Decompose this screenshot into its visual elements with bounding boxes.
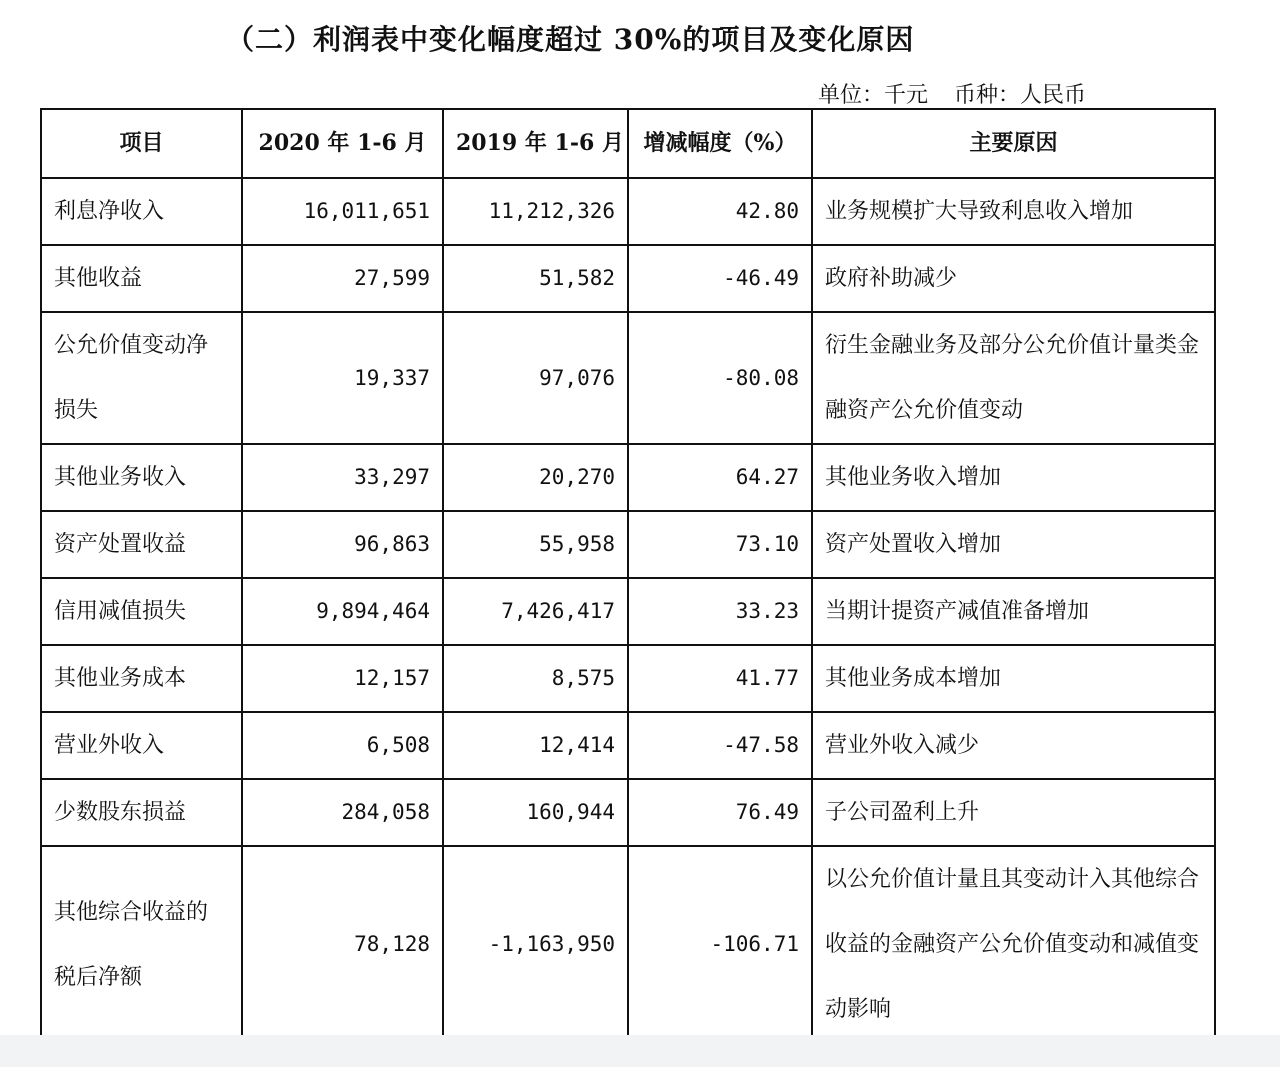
row-2019-value: 97,076 [443, 312, 628, 444]
row-reason: 政府补助减少 [812, 245, 1215, 312]
column-header-item: 项目 [41, 109, 242, 178]
table-row [41, 444, 1215, 511]
row-item: 少数股东损益 [41, 779, 242, 846]
row-item: 其他收益 [41, 245, 242, 312]
row-change-pct: 41.77 [628, 645, 812, 712]
column-header-reason: 主要原因 [812, 109, 1215, 178]
row-change-pct: -47.58 [628, 712, 812, 779]
row-2019-value: 20,270 [443, 444, 628, 511]
column-header-change: 增减幅度（%） [628, 109, 812, 178]
row-2019-value: 12,414 [443, 712, 628, 779]
row-2019-value: 51,582 [443, 245, 628, 312]
row-reason: 子公司盈利上升 [812, 779, 1215, 846]
row-reason: 其他业务收入增加 [812, 444, 1215, 511]
table-row [41, 578, 1215, 645]
table-row [41, 511, 1215, 578]
table-row [41, 645, 1215, 712]
row-2019-value: 7,426,417 [443, 578, 628, 645]
row-2019-value: 55,958 [443, 511, 628, 578]
table-row [41, 312, 1215, 444]
row-change-pct: 76.49 [628, 779, 812, 846]
table-row [41, 846, 1215, 1043]
currency-label: 币种：人民币 [954, 83, 1087, 108]
row-2020-value: 27,599 [242, 245, 443, 312]
column-header-2020: 2020 年 1-6 月 [242, 109, 443, 178]
row-2020-value: 284,058 [242, 779, 443, 846]
table-header-row [41, 109, 1215, 178]
row-change-pct: -80.08 [628, 312, 812, 444]
row-change-pct: 42.80 [628, 178, 812, 245]
row-2020-value: 33,297 [242, 444, 443, 511]
row-reason: 其他业务成本增加 [812, 645, 1215, 712]
row-2020-value: 9,894,464 [242, 578, 443, 645]
unit-label: 单位：千元 [818, 83, 929, 108]
row-item: 其他业务收入 [41, 444, 242, 511]
row-reason: 业务规模扩大导致利息收入增加 [812, 178, 1215, 245]
row-change-pct: 73.10 [628, 511, 812, 578]
row-item: 利息净收入 [41, 178, 242, 245]
row-2019-value: 11,212,326 [443, 178, 628, 245]
row-reason: 营业外收入减少 [812, 712, 1215, 779]
row-item: 资产处置收益 [41, 511, 242, 578]
row-reason: 资产处置收入增加 [812, 511, 1215, 578]
row-change-pct: 33.23 [628, 578, 812, 645]
row-change-pct: 64.27 [628, 444, 812, 511]
row-2020-value: 16,011,651 [242, 178, 443, 245]
row-2019-value: 160,944 [443, 779, 628, 846]
row-item: 信用减值损失 [41, 578, 242, 645]
row-reason: 当期计提资产减值准备增加 [812, 578, 1215, 645]
row-change-pct: -106.71 [628, 846, 812, 1043]
row-2019-value: 8,575 [443, 645, 628, 712]
row-2020-value: 6,508 [242, 712, 443, 779]
row-item: 公允价值变动净损失 [41, 312, 242, 444]
row-item: 其他综合收益的税后净额 [41, 846, 242, 1043]
row-2020-value: 19,337 [242, 312, 443, 444]
row-2020-value: 78,128 [242, 846, 443, 1043]
row-2020-value: 12,157 [242, 645, 443, 712]
profit-change-table [40, 108, 1216, 1044]
page-title: （二）利润表中变化幅度超过 30%的项目及变化原因 [226, 23, 915, 56]
row-reason: 以公允价值计量且其变动计入其他综合收益的金融资产公允价值变动和减值变动影响 [812, 846, 1215, 1043]
row-item: 其他业务成本 [41, 645, 242, 712]
table-row [41, 178, 1215, 245]
table-row [41, 779, 1215, 846]
row-reason: 衍生金融业务及部分公允价值计量类金融资产公允价值变动 [812, 312, 1215, 444]
table-row [41, 712, 1215, 779]
column-header-2019: 2019 年 1-6 月 [443, 109, 628, 178]
bottom-background-band [0, 1035, 1280, 1067]
row-2019-value: -1,163,950 [443, 846, 628, 1043]
unit-currency-note [818, 78, 1086, 109]
table-row [41, 245, 1215, 312]
row-change-pct: -46.49 [628, 245, 812, 312]
row-2020-value: 96,863 [242, 511, 443, 578]
row-item: 营业外收入 [41, 712, 242, 779]
